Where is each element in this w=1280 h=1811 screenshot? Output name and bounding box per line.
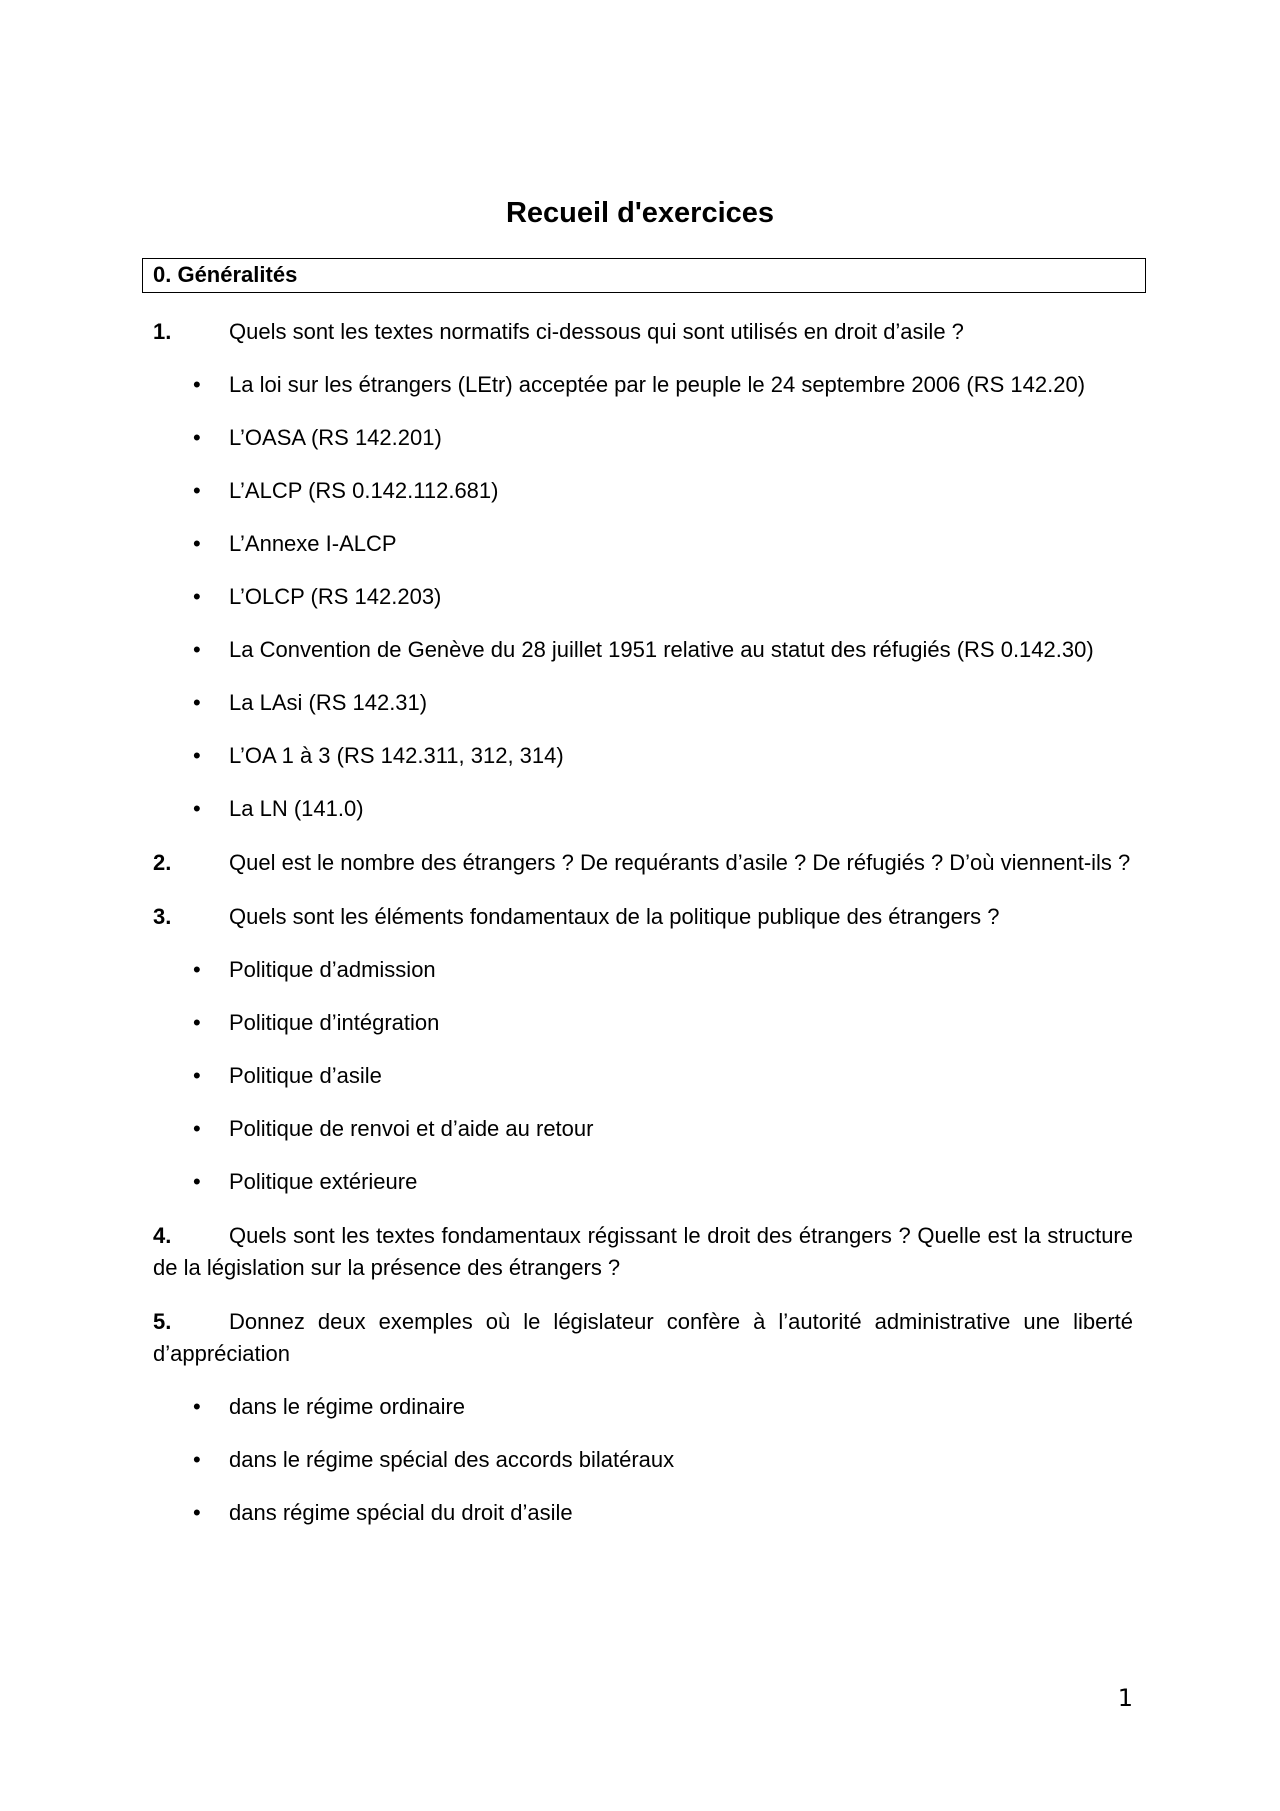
bullet-icon: • (193, 1063, 201, 1088)
list-item (153, 423, 1133, 453)
list-item (153, 1008, 1133, 1038)
list-item-text: dans le régime spécial des accords bilatéraux (229, 1447, 675, 1472)
list-item-text: La loi sur les étrangers (LEtr) acceptée par le peuple le 24 septembre 2006 (RS 142.20) (229, 372, 1086, 397)
bullet-icon: • (193, 425, 201, 450)
bullet-list (153, 955, 1133, 1197)
section-heading: 0. Généralités (142, 258, 1146, 293)
bullet-list (153, 1392, 1133, 1528)
list-item-text: Politique extérieure (229, 1169, 418, 1194)
bullet-icon: • (193, 478, 201, 503)
list-item (153, 1498, 1133, 1528)
question-number: 5. (153, 1309, 172, 1334)
list-item (153, 1114, 1133, 1144)
list-item (153, 529, 1133, 559)
list-item-text: Politique d’admission (229, 957, 436, 982)
question-4 (153, 1220, 1133, 1284)
exercise-list (153, 316, 1133, 1551)
list-item (153, 370, 1133, 400)
list-item-text: L’ALCP (RS 0.142.112.681) (229, 478, 499, 503)
list-item-text: L’OASA (RS 142.201) (229, 425, 442, 450)
list-item (153, 741, 1133, 771)
question-text: Donnez deux exemples où le législateur confère à l’autorité administrative une liberté d’appréciation (153, 1309, 1133, 1366)
question-number: 4. (153, 1223, 172, 1248)
bullet-list (153, 370, 1133, 824)
question-2 (153, 847, 1133, 879)
list-item (153, 1061, 1133, 1091)
question-text: Quels sont les textes normatifs ci-dessous qui sont utilisés en droit d’asile ? (229, 319, 964, 344)
bullet-icon: • (193, 796, 201, 821)
question-text: Quel est le nombre des étrangers ? De requérants d’asile ? De réfugiés ? D’où viennent-ils ? (229, 850, 1131, 875)
list-item (153, 582, 1133, 612)
list-item-text: La LN (141.0) (229, 796, 364, 821)
bullet-icon: • (193, 743, 201, 768)
list-item-text: dans le régime ordinaire (229, 1394, 466, 1419)
list-item-text: La LAsi (RS 142.31) (229, 690, 428, 715)
question-text: Quels sont les textes fondamentaux régissant le droit des étrangers ? Quelle est la structure de la législation sur la présence des étrangers ? (153, 1223, 1133, 1280)
bullet-icon: • (193, 1010, 201, 1035)
bullet-icon: • (193, 531, 201, 556)
bullet-icon: • (193, 1169, 201, 1194)
list-item-text: La Convention de Genève du 28 juillet 1951 relative au statut des réfugiés (RS 0.142.30) (229, 637, 1094, 662)
list-item (153, 635, 1133, 665)
bullet-icon: • (193, 1447, 201, 1472)
list-item-text: dans régime spécial du droit d’asile (229, 1500, 573, 1525)
page-title: Recueil d'exercices (505, 197, 775, 229)
list-item-text: Politique d’asile (229, 1063, 382, 1088)
list-item (153, 1445, 1133, 1475)
list-item (153, 476, 1133, 506)
list-item-text: Politique de renvoi et d’aide au retour (229, 1116, 594, 1141)
bullet-icon: • (193, 1116, 201, 1141)
bullet-icon: • (193, 1394, 201, 1419)
list-item (153, 1167, 1133, 1197)
question-text: Quels sont les éléments fondamentaux de la politique publique des étrangers ? (229, 904, 1000, 929)
list-item-text: Politique d’intégration (229, 1010, 440, 1035)
question-5 (153, 1306, 1133, 1370)
list-item (153, 1392, 1133, 1422)
question-1 (153, 316, 1133, 348)
bullet-icon: • (193, 584, 201, 609)
bullet-icon: • (193, 372, 201, 397)
question-number: 3. (153, 904, 172, 929)
list-item (153, 794, 1133, 824)
bullet-icon: • (193, 690, 201, 715)
bullet-icon: • (193, 957, 201, 982)
list-item (153, 688, 1133, 718)
bullet-icon: • (193, 637, 201, 662)
question-number: 2. (153, 850, 172, 875)
list-item-text: L’Annexe I-ALCP (229, 531, 397, 556)
bullet-icon: • (193, 1500, 201, 1525)
list-item-text: L’OLCP (RS 142.203) (229, 584, 442, 609)
list-item (153, 955, 1133, 985)
list-item-text: L’OA 1 à 3 (RS 142.311, 312, 314) (229, 743, 564, 768)
question-3 (153, 901, 1133, 933)
question-number: 1. (153, 319, 172, 344)
page-number: 1 (1117, 1684, 1133, 1712)
